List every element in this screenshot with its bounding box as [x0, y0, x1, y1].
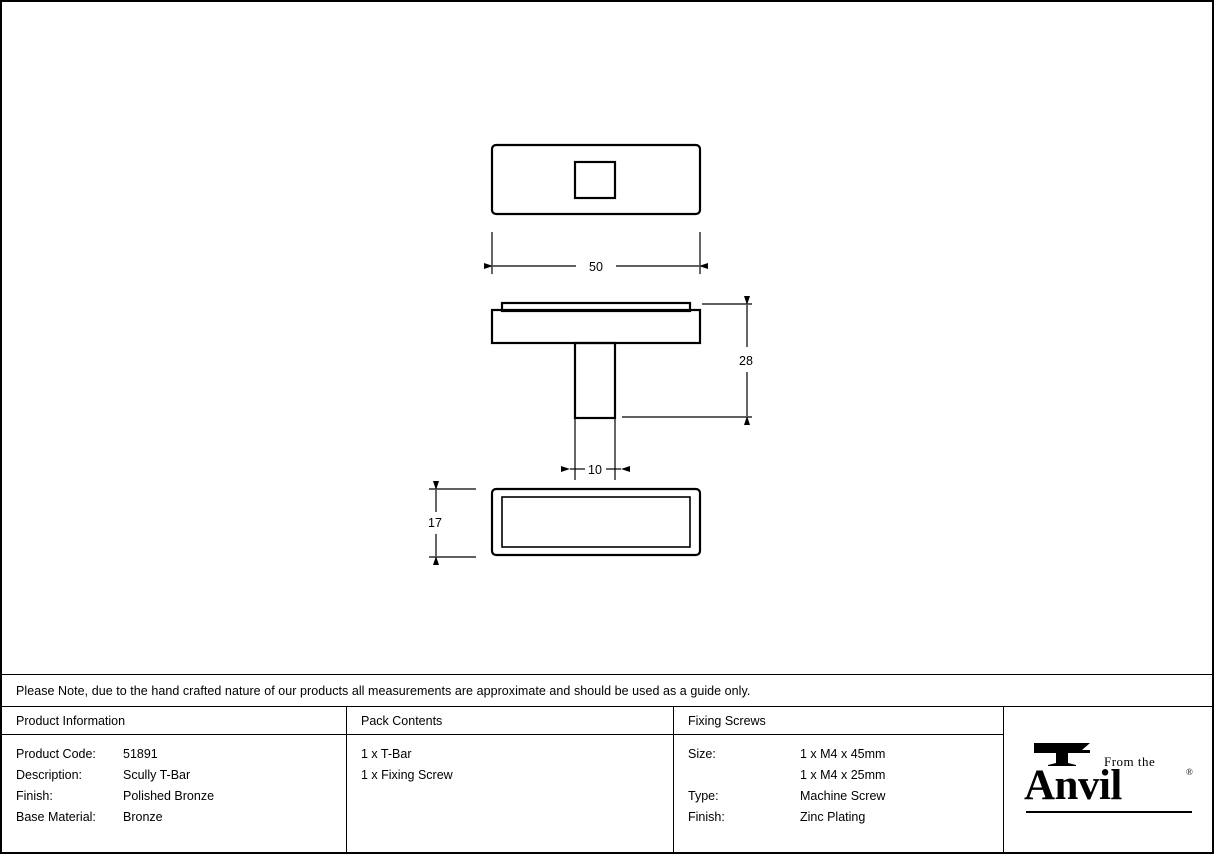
- fixing-screws-column: [674, 707, 1004, 852]
- screw-size-value-2: 1 x M4 x 25mm: [800, 768, 886, 782]
- row-finish: [16, 786, 346, 807]
- dimension-label-depth: 17: [428, 516, 442, 530]
- pack-item-1: 1 x T-Bar: [361, 747, 412, 761]
- base-material-label: Base Material:: [16, 810, 96, 824]
- screw-size-value: 1 x M4 x 45mm: [800, 747, 886, 761]
- pack-contents-column: [347, 707, 674, 852]
- logo-brand-text: Anvil: [1024, 761, 1122, 809]
- pack-item-2: 1 x Fixing Screw: [361, 768, 453, 782]
- description-value: Scully T-Bar: [123, 768, 191, 782]
- base-material-value: Bronze: [123, 810, 163, 824]
- logo-from-the-text: From the: [1104, 753, 1156, 769]
- dimension-width-50: [492, 232, 700, 274]
- product-information-column: [2, 707, 347, 852]
- screw-finish-label: Finish:: [688, 810, 725, 824]
- row-description: [16, 765, 346, 786]
- top-view-outline: [492, 145, 700, 214]
- row-product-code: [16, 744, 346, 765]
- description-label: Description:: [16, 768, 82, 782]
- measurement-note-row: [2, 674, 1212, 707]
- brand-logo-column: [1004, 707, 1212, 852]
- product-information-header: Product Information: [2, 707, 346, 735]
- finish-label: Finish:: [16, 789, 53, 803]
- dimension-label-width: 50: [589, 260, 603, 274]
- screw-size-label: Size:: [688, 747, 716, 761]
- fixing-screws-header: Fixing Screws: [674, 707, 1003, 735]
- dimension-label-height: 28: [739, 354, 753, 368]
- dimension-post-10: [570, 419, 621, 480]
- pack-contents-body: [347, 735, 673, 786]
- pack-contents-header: Pack Contents: [347, 707, 673, 735]
- dimension-depth-17: [428, 489, 476, 557]
- row-screw-finish: [688, 807, 1003, 828]
- logo-registered-mark: ®: [1186, 766, 1193, 777]
- fixing-screws-body: [674, 735, 1003, 828]
- finish-value: Polished Bronze: [123, 789, 215, 803]
- product-drawing: [2, 2, 1212, 674]
- measurement-note-text: Please Note, due to the hand crafted nature of our products all measurements are approximate and should be used as a guide only.: [16, 683, 751, 698]
- product-information-body: [2, 735, 346, 828]
- side-view-tbar: [492, 303, 700, 418]
- row-base-material: [16, 807, 346, 828]
- bottom-view-outline: [492, 489, 700, 555]
- screw-type-value: Machine Screw: [800, 789, 886, 803]
- screw-type-label: Type:: [688, 789, 719, 803]
- screw-finish-value: Zinc Plating: [800, 810, 866, 824]
- dimension-height-28: [622, 304, 753, 417]
- spec-table: [2, 707, 1212, 852]
- row-screw-type: [688, 786, 1003, 807]
- product-code-label: Product Code:: [16, 747, 96, 761]
- row-screw-size: [688, 744, 1003, 765]
- dimension-label-post: 10: [588, 463, 602, 477]
- brand-logo: [1004, 707, 1212, 852]
- product-code-value: 51891: [123, 747, 158, 761]
- logo-underline: [1026, 811, 1192, 813]
